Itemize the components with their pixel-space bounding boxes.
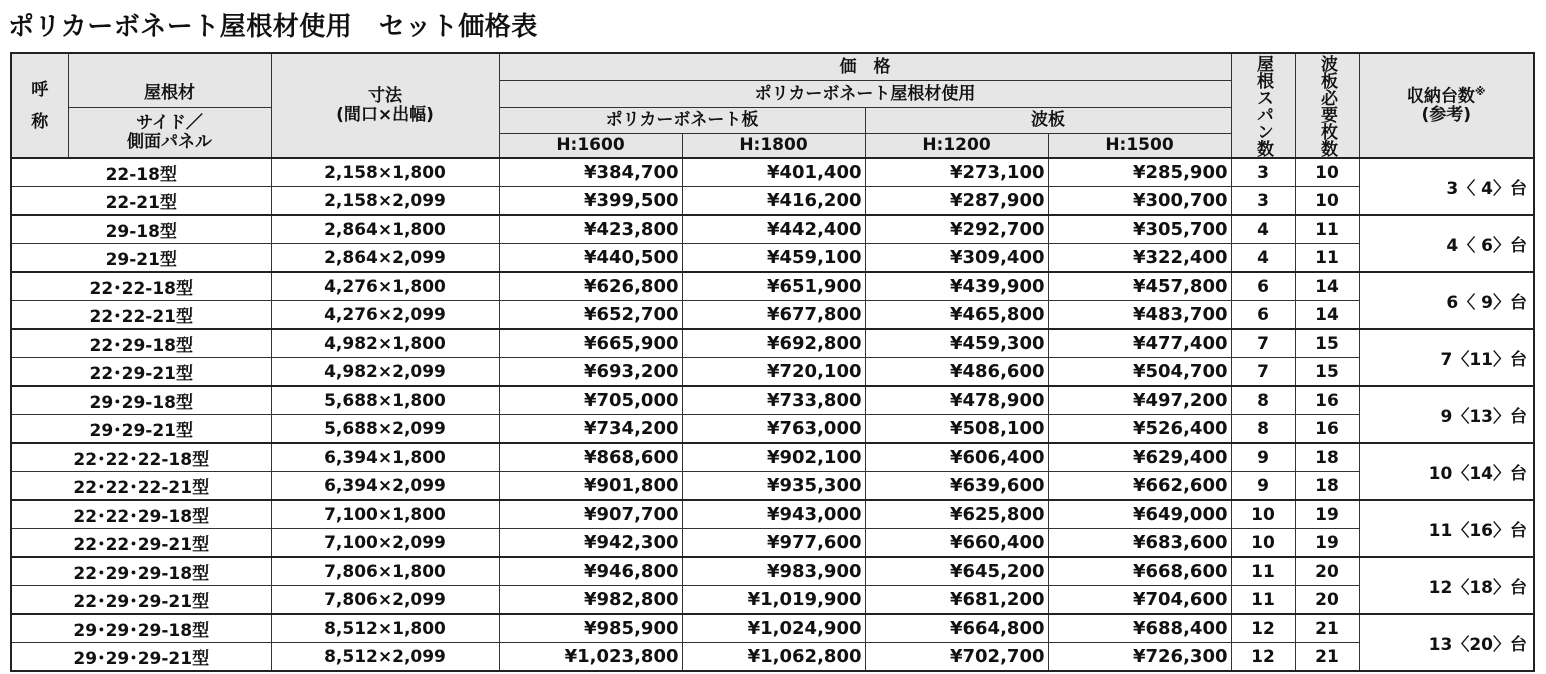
model-name: 22-21型 xyxy=(11,187,271,216)
storage-capacity: 7〈11〉台 xyxy=(1359,329,1534,386)
roof-span-count: 10 xyxy=(1231,529,1295,558)
sheet-count: 14 xyxy=(1295,301,1359,330)
model-name: 29･29-18型 xyxy=(11,386,271,415)
header-polycarbo-use: ポリカーボネート屋根材使用 xyxy=(499,81,1231,108)
price-h1500: ¥483,700 xyxy=(1048,301,1231,330)
price-h1200: ¥309,400 xyxy=(865,244,1048,273)
price-h1800: ¥1,024,900 xyxy=(682,614,865,643)
price-h1800: ¥902,100 xyxy=(682,443,865,472)
model-name: 22･22･29-21型 xyxy=(11,529,271,558)
sheet-count: 18 xyxy=(1295,443,1359,472)
roof-span-count: 10 xyxy=(1231,500,1295,529)
roof-span-count: 9 xyxy=(1231,443,1295,472)
price-h1600: ¥440,500 xyxy=(499,244,682,273)
model-name: 29･29･29-18型 xyxy=(11,614,271,643)
roof-span-count: 8 xyxy=(1231,415,1295,444)
storage-capacity: 10〈14〉台 xyxy=(1359,443,1534,500)
price-h1600: ¥705,000 xyxy=(499,386,682,415)
header-sheets xyxy=(1295,53,1359,158)
price-h1200: ¥486,600 xyxy=(865,358,1048,387)
model-name: 22･22･22-18型 xyxy=(11,443,271,472)
header-roof-spacer xyxy=(68,53,271,81)
price-h1600: ¥734,200 xyxy=(499,415,682,444)
dimension: 2,158×2,099 xyxy=(271,187,499,216)
price-h1200: ¥645,200 xyxy=(865,557,1048,586)
price-h1800: ¥442,400 xyxy=(682,215,865,244)
roof-span-count: 12 xyxy=(1231,643,1295,672)
roof-span-count: 6 xyxy=(1231,301,1295,330)
price-h1800: ¥943,000 xyxy=(682,500,865,529)
dimension: 5,688×2,099 xyxy=(271,415,499,444)
price-h1500: ¥662,600 xyxy=(1048,472,1231,501)
model-name: 22･29-21型 xyxy=(11,358,271,387)
model-name: 29･29･29-21型 xyxy=(11,643,271,672)
price-h1500: ¥726,300 xyxy=(1048,643,1231,672)
header-storage-sub: (参考) xyxy=(1421,105,1472,126)
table-row xyxy=(11,643,1534,672)
storage-capacity: 12〈18〉台 xyxy=(1359,557,1534,614)
price-h1600: ¥985,900 xyxy=(499,614,682,643)
price-h1200: ¥292,700 xyxy=(865,215,1048,244)
table-row xyxy=(11,472,1534,501)
model-name: 22-18型 xyxy=(11,158,271,187)
roof-span-count: 7 xyxy=(1231,358,1295,387)
price-h1200: ¥625,800 xyxy=(865,500,1048,529)
sheet-count: 16 xyxy=(1295,415,1359,444)
price-h1200: ¥465,800 xyxy=(865,301,1048,330)
price-h1500: ¥300,700 xyxy=(1048,187,1231,216)
header-storage-note-mark: ※ xyxy=(1474,84,1486,98)
price-h1600: ¥982,800 xyxy=(499,586,682,615)
dimension: 4,982×2,099 xyxy=(271,358,499,387)
header-storage xyxy=(1359,53,1534,158)
price-h1500: ¥526,400 xyxy=(1048,415,1231,444)
header-span xyxy=(1231,53,1295,158)
roof-span-count: 4 xyxy=(1231,244,1295,273)
model-name: 22･22･22-21型 xyxy=(11,472,271,501)
dimension: 7,806×1,800 xyxy=(271,557,499,586)
sheet-count: 15 xyxy=(1295,358,1359,387)
table-row xyxy=(11,557,1534,586)
roof-span-count: 4 xyxy=(1231,215,1295,244)
price-h1600: ¥1,023,800 xyxy=(499,643,682,672)
table-row xyxy=(11,358,1534,387)
roof-span-count: 11 xyxy=(1231,586,1295,615)
price-h1500: ¥649,000 xyxy=(1048,500,1231,529)
price-h1600: ¥652,700 xyxy=(499,301,682,330)
roof-span-count: 9 xyxy=(1231,472,1295,501)
storage-capacity: 13〈20〉台 xyxy=(1359,614,1534,671)
price-h1200: ¥681,200 xyxy=(865,586,1048,615)
table-row xyxy=(11,215,1534,244)
price-h1800: ¥977,600 xyxy=(682,529,865,558)
price-h1600: ¥901,800 xyxy=(499,472,682,501)
dimension: 4,982×1,800 xyxy=(271,329,499,358)
price-h1200: ¥639,600 xyxy=(865,472,1048,501)
header-side-panel xyxy=(68,108,271,159)
price-h1800: ¥763,000 xyxy=(682,415,865,444)
dimension: 2,864×1,800 xyxy=(271,215,499,244)
price-table xyxy=(10,52,1535,672)
price-h1500: ¥668,600 xyxy=(1048,557,1231,586)
table-row xyxy=(11,614,1534,643)
header-sheets-vertical: 波板必要枚数 xyxy=(1317,54,1337,157)
sheet-count: 20 xyxy=(1295,586,1359,615)
dimension: 2,864×2,099 xyxy=(271,244,499,273)
sheet-count: 21 xyxy=(1295,643,1359,672)
dimension: 7,100×2,099 xyxy=(271,529,499,558)
price-h1200: ¥660,400 xyxy=(865,529,1048,558)
dimension: 4,276×2,099 xyxy=(271,301,499,330)
roof-span-count: 7 xyxy=(1231,329,1295,358)
price-h1500: ¥629,400 xyxy=(1048,443,1231,472)
dimension: 8,512×1,800 xyxy=(271,614,499,643)
price-h1800: ¥401,400 xyxy=(682,158,865,187)
dimension: 2,158×1,800 xyxy=(271,158,499,187)
price-h1200: ¥459,300 xyxy=(865,329,1048,358)
sheet-count: 16 xyxy=(1295,386,1359,415)
price-h1800: ¥677,800 xyxy=(682,301,865,330)
storage-capacity: 3〈 4〉台 xyxy=(1359,158,1534,215)
price-h1800: ¥935,300 xyxy=(682,472,865,501)
sheet-count: 20 xyxy=(1295,557,1359,586)
roof-span-count: 3 xyxy=(1231,158,1295,187)
header-span-vertical: 屋根スパン数 xyxy=(1253,54,1273,157)
table-row xyxy=(11,500,1534,529)
header-dimension xyxy=(271,53,499,158)
price-h1500: ¥305,700 xyxy=(1048,215,1231,244)
price-h1800: ¥416,200 xyxy=(682,187,865,216)
dimension: 4,276×1,800 xyxy=(271,272,499,301)
model-name: 22･22-21型 xyxy=(11,301,271,330)
page-title: ポリカーボネート屋根材使用 セット価格表 xyxy=(8,12,538,42)
model-name: 29-21型 xyxy=(11,244,271,273)
header-yobi-2: 称 xyxy=(31,111,49,132)
model-name: 22･29･29-21型 xyxy=(11,586,271,615)
header-polycarbo-board: ポリカーボネート板 xyxy=(499,108,865,134)
header-yobi-1: 呼 xyxy=(31,79,49,100)
table-row xyxy=(11,301,1534,330)
price-h1200: ¥606,400 xyxy=(865,443,1048,472)
price-h1500: ¥688,400 xyxy=(1048,614,1231,643)
model-name: 22･22･29-18型 xyxy=(11,500,271,529)
roof-span-count: 6 xyxy=(1231,272,1295,301)
dimension: 6,394×1,800 xyxy=(271,443,499,472)
price-h1600: ¥907,700 xyxy=(499,500,682,529)
price-h1600: ¥626,800 xyxy=(499,272,682,301)
price-h1600: ¥665,900 xyxy=(499,329,682,358)
price-h1600: ¥384,700 xyxy=(499,158,682,187)
sheet-count: 11 xyxy=(1295,244,1359,273)
header-dimension-label: 寸法 xyxy=(368,85,402,106)
sheet-count: 10 xyxy=(1295,187,1359,216)
roof-span-count: 11 xyxy=(1231,557,1295,586)
price-h1800: ¥651,900 xyxy=(682,272,865,301)
price-h1600: ¥423,800 xyxy=(499,215,682,244)
sheet-count: 19 xyxy=(1295,500,1359,529)
model-name: 22･29･29-18型 xyxy=(11,557,271,586)
price-h1500: ¥285,900 xyxy=(1048,158,1231,187)
storage-capacity: 6〈 9〉台 xyxy=(1359,272,1534,329)
table-row xyxy=(11,272,1534,301)
sheet-count: 18 xyxy=(1295,472,1359,501)
roof-span-count: 8 xyxy=(1231,386,1295,415)
table-row xyxy=(11,187,1534,216)
header-side-1: サイド／ xyxy=(136,112,203,133)
table-row xyxy=(11,386,1534,415)
price-h1200: ¥508,100 xyxy=(865,415,1048,444)
roof-span-count: 3 xyxy=(1231,187,1295,216)
table-row xyxy=(11,415,1534,444)
table-row xyxy=(11,158,1534,187)
table-row xyxy=(11,529,1534,558)
header-dimension-sub: (間口×出幅) xyxy=(336,104,434,125)
model-name: 29･29-21型 xyxy=(11,415,271,444)
storage-capacity: 11〈16〉台 xyxy=(1359,500,1534,557)
price-h1500: ¥683,600 xyxy=(1048,529,1231,558)
header-h1500: H:1500 xyxy=(1048,134,1231,159)
header-namiita: 波板 xyxy=(865,108,1231,134)
header-storage-label: 収納台数 xyxy=(1406,86,1475,107)
price-h1800: ¥720,100 xyxy=(682,358,865,387)
price-h1800: ¥1,019,900 xyxy=(682,586,865,615)
header-price: 価 格 xyxy=(499,53,1231,81)
price-h1500: ¥504,700 xyxy=(1048,358,1231,387)
price-h1600: ¥399,500 xyxy=(499,187,682,216)
model-name: 22･22-18型 xyxy=(11,272,271,301)
price-h1600: ¥942,300 xyxy=(499,529,682,558)
sheet-count: 11 xyxy=(1295,215,1359,244)
price-h1200: ¥439,900 xyxy=(865,272,1048,301)
dimension: 5,688×1,800 xyxy=(271,386,499,415)
price-h1200: ¥273,100 xyxy=(865,158,1048,187)
price-h1200: ¥702,700 xyxy=(865,643,1048,672)
price-h1200: ¥478,900 xyxy=(865,386,1048,415)
price-h1800: ¥733,800 xyxy=(682,386,865,415)
price-h1500: ¥477,400 xyxy=(1048,329,1231,358)
price-h1500: ¥704,600 xyxy=(1048,586,1231,615)
storage-capacity: 4〈 6〉台 xyxy=(1359,215,1534,272)
roof-span-count: 12 xyxy=(1231,614,1295,643)
sheet-count: 15 xyxy=(1295,329,1359,358)
price-h1800: ¥692,800 xyxy=(682,329,865,358)
price-h1800: ¥1,062,800 xyxy=(682,643,865,672)
model-name: 22･29-18型 xyxy=(11,329,271,358)
header-h1800: H:1800 xyxy=(682,134,865,159)
price-h1600: ¥693,200 xyxy=(499,358,682,387)
dimension: 8,512×2,099 xyxy=(271,643,499,672)
sheet-count: 21 xyxy=(1295,614,1359,643)
sheet-count: 19 xyxy=(1295,529,1359,558)
header-h1200: H:1200 xyxy=(865,134,1048,159)
header-roof: 屋根材 xyxy=(68,81,271,108)
price-h1600: ¥946,800 xyxy=(499,557,682,586)
sheet-count: 10 xyxy=(1295,158,1359,187)
dimension: 7,100×1,800 xyxy=(271,500,499,529)
dimension: 6,394×2,099 xyxy=(271,472,499,501)
table-row xyxy=(11,586,1534,615)
price-h1800: ¥459,100 xyxy=(682,244,865,273)
sheet-count: 14 xyxy=(1295,272,1359,301)
price-h1800: ¥983,900 xyxy=(682,557,865,586)
header-yobi xyxy=(11,53,68,158)
price-h1500: ¥322,400 xyxy=(1048,244,1231,273)
price-h1500: ¥497,200 xyxy=(1048,386,1231,415)
price-h1500: ¥457,800 xyxy=(1048,272,1231,301)
table-row xyxy=(11,329,1534,358)
price-h1200: ¥664,800 xyxy=(865,614,1048,643)
model-name: 29-18型 xyxy=(11,215,271,244)
price-h1200: ¥287,900 xyxy=(865,187,1048,216)
header-side-2: 側面パネル xyxy=(127,131,212,152)
price-h1600: ¥868,600 xyxy=(499,443,682,472)
dimension: 7,806×2,099 xyxy=(271,586,499,615)
header-h1600: H:1600 xyxy=(499,134,682,159)
table-row xyxy=(11,443,1534,472)
table-row xyxy=(11,244,1534,273)
storage-capacity: 9〈13〉台 xyxy=(1359,386,1534,443)
